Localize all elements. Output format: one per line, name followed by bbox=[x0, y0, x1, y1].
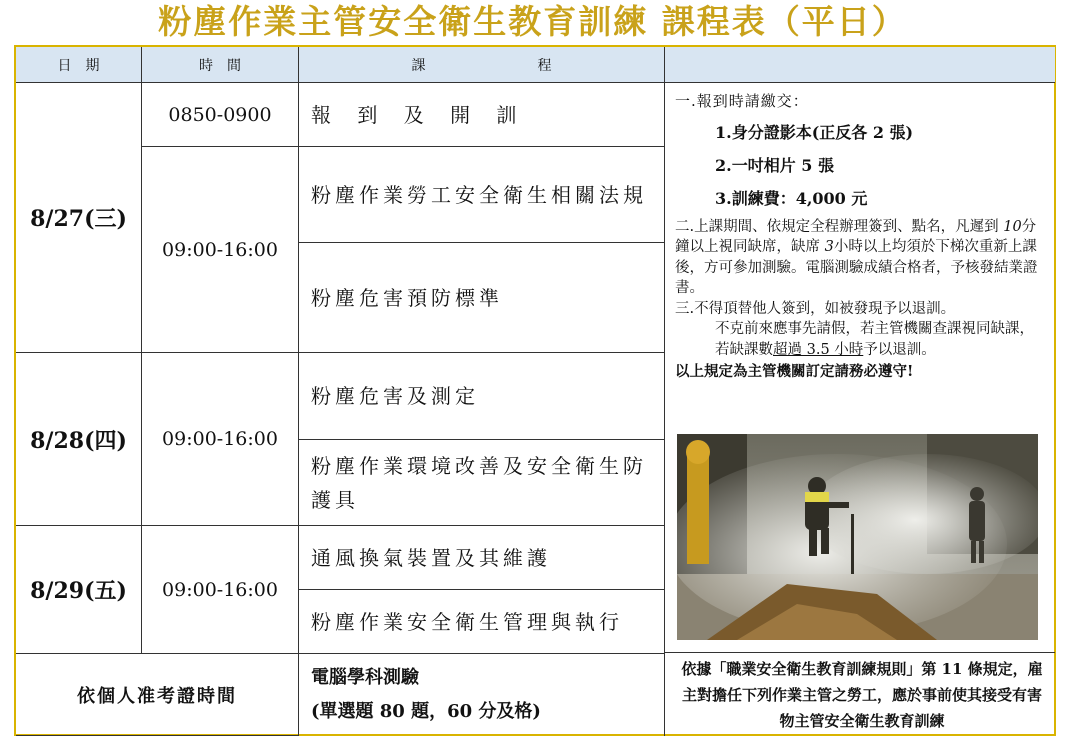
note-4: 以上規定為主管機關訂定請務必遵守! bbox=[675, 363, 914, 380]
note-3-text-a: 不克前來應事先請假，若主管機關查課視同缺課，若缺課數 bbox=[715, 321, 1034, 358]
note-2-text-c: 小時以上均須於下梯次重新上課後，方可參加測驗。電腦測驗成績合格者，予核發結業證書。 bbox=[675, 239, 1038, 296]
header-notes bbox=[665, 47, 1055, 83]
time-day1-checkin: 0850-0900 bbox=[142, 83, 299, 147]
header-time: 時 間 bbox=[142, 47, 299, 83]
note-2-minutes: 10 bbox=[1003, 218, 1022, 235]
regulation-note: 依據「職業安全衛生教育訓練規則」第 11 條規定，雇主對擔任下列作業主管之勞工，應於事前使其接受有害物主管安全衛生教育訓練 bbox=[681, 660, 1043, 730]
course-day3-management: 粉塵作業安全衛生管理與執行 bbox=[299, 590, 665, 654]
note-3-underline: 超過 3.5 小時 bbox=[773, 341, 864, 358]
exam-detail: (單選題 80 題，60 分及格) bbox=[311, 701, 541, 722]
note-3-text-b: 予以退訓。 bbox=[863, 341, 936, 358]
note-1-item-a: 1.身分證影本(正反各 2 張) bbox=[715, 122, 914, 142]
dust-work-photo bbox=[677, 434, 1038, 640]
page-title: 粉塵作業主管安全衛生教育訓練 課程表（平日） bbox=[158, 2, 907, 41]
date-day1: 8/27(三) bbox=[16, 83, 142, 353]
course-day3-ventilation: 通風換氣裝置及其維護 bbox=[299, 526, 665, 590]
course-day2-improve: 粉塵作業環境改善及安全衛生防護具 bbox=[299, 440, 665, 526]
note-2 bbox=[675, 217, 1047, 299]
note-1-item-c: 3.訓練費：4,000 元 bbox=[715, 188, 868, 208]
date-day3: 8/29(五) bbox=[16, 526, 142, 654]
time-day3: 09:00-16:00 bbox=[142, 526, 299, 654]
note-2-text-b: 分鐘以上視同缺席，缺席 bbox=[675, 218, 1037, 255]
header-course: 課 程 bbox=[299, 47, 665, 83]
course-day1-law: 粉塵作業勞工安全衛生相關法規 bbox=[299, 147, 665, 243]
note-1-item-b: 2.一吋相片 5 張 bbox=[715, 155, 834, 175]
time-day1-main: 09:00-16:00 bbox=[142, 147, 299, 353]
course-day1-standard: 粉塵危害預防標準 bbox=[299, 243, 665, 353]
exam-title: 電腦學科測驗 bbox=[311, 667, 419, 688]
note-3-detail bbox=[675, 319, 1047, 360]
note-1: 一.報到時請繳交： bbox=[675, 92, 809, 110]
exam-time: 依個人准考證時間 bbox=[16, 654, 299, 736]
exam-course bbox=[299, 654, 665, 736]
course-day1-checkin: 報 到 及 開 訓 bbox=[299, 83, 665, 147]
date-day2: 8/28(四) bbox=[16, 353, 142, 526]
header-date: 日 期 bbox=[16, 47, 142, 83]
note-3: 三.不得頂替他人簽到，如被發現予以退訓。 bbox=[675, 300, 956, 317]
note-2-hours: 3 bbox=[824, 239, 834, 255]
course-day2-measure: 粉塵危害及測定 bbox=[299, 353, 665, 440]
time-day2: 09:00-16:00 bbox=[142, 353, 299, 526]
note-2-text-a: 二.上課期間、依規定全程辦理簽到、點名，凡遲到 bbox=[675, 218, 1004, 235]
